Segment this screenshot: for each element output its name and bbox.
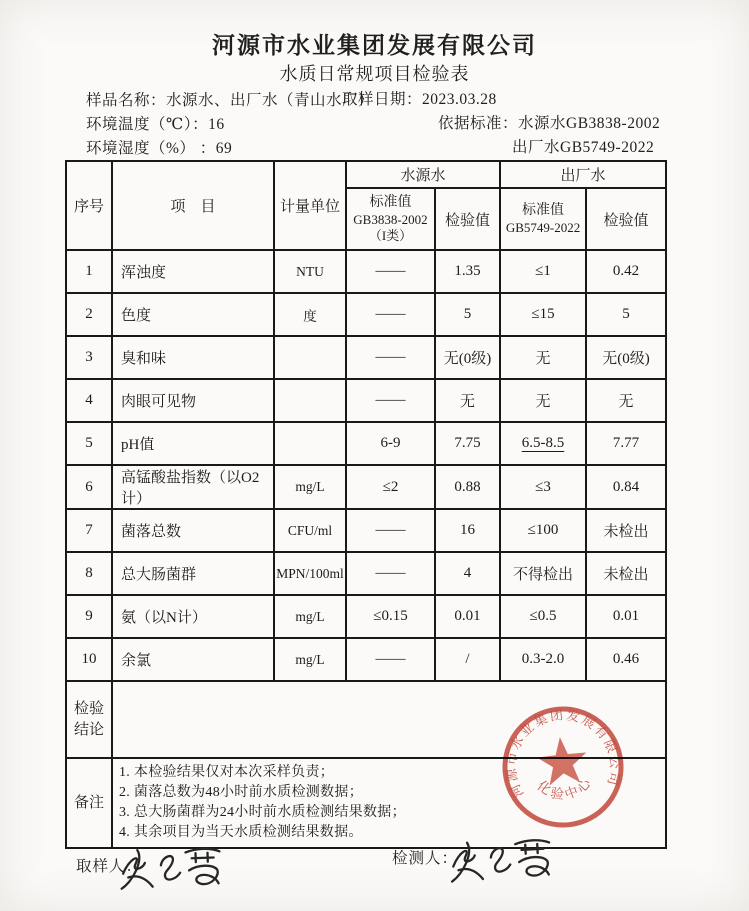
cell-source-standard: —— bbox=[346, 638, 435, 681]
table-row bbox=[66, 465, 666, 509]
ambient-temperature: 环境温度（℃）：16 bbox=[86, 116, 225, 133]
header-outlet-standard bbox=[500, 188, 586, 250]
cell-no: 2 bbox=[66, 293, 112, 336]
header-no: 序号 bbox=[66, 161, 112, 250]
cell-source-value: 5 bbox=[435, 293, 500, 336]
table-row bbox=[66, 336, 666, 379]
cell-outlet-value: 未检出 bbox=[586, 552, 666, 595]
svg-text:化验中心 bbox=[533, 772, 597, 805]
sample-name: 样品名称：水源水、出厂水（青山水厂） bbox=[86, 92, 375, 109]
cell-outlet-standard: ≤0.5 bbox=[500, 595, 586, 638]
cell-source-value: 1.35 bbox=[435, 250, 500, 293]
cell-outlet-standard: 0.3-2.0 bbox=[500, 638, 586, 681]
cell-outlet-value: 0.84 bbox=[586, 465, 666, 509]
header-item: 项 目 bbox=[112, 161, 274, 250]
remark-label: 备注 bbox=[66, 758, 112, 848]
cell-source-value: 16 bbox=[435, 509, 500, 552]
cell-source-value: 0.88 bbox=[435, 465, 500, 509]
remark-line-1: 1. 本检验结果仅对本次采样负责； bbox=[119, 765, 335, 780]
outlet-standard-line1: 标准值 bbox=[522, 203, 565, 219]
header-group-source: 水源水 bbox=[346, 161, 500, 188]
cell-source-value: 0.01 bbox=[435, 595, 500, 638]
cell-no: 1 bbox=[66, 250, 112, 293]
cell-no: 8 bbox=[66, 552, 112, 595]
cell-outlet-standard: ≤100 bbox=[500, 509, 586, 552]
table-row bbox=[66, 379, 666, 422]
source-standard-line2: GB3838-2002 bbox=[353, 211, 428, 227]
table-row bbox=[66, 509, 666, 552]
table-row bbox=[66, 552, 666, 595]
cell-outlet-value: 无(0级) bbox=[586, 336, 666, 379]
tester-label: 检测人： bbox=[392, 850, 459, 867]
cell-item: 氨（以N计） bbox=[112, 595, 274, 638]
cell-outlet-standard: 不得检出 bbox=[500, 552, 586, 595]
conclusion-label bbox=[66, 681, 112, 758]
cell-no: 5 bbox=[66, 422, 112, 465]
cell-item: 肉眼可见物 bbox=[112, 379, 274, 422]
sampler-label: 取样人： bbox=[76, 858, 143, 875]
header-source-standard bbox=[346, 188, 435, 250]
cell-source-standard: ≤0.15 bbox=[346, 595, 435, 638]
cell-no: 9 bbox=[66, 595, 112, 638]
cell-source-standard: —— bbox=[346, 336, 435, 379]
company-title: 河源市水业集团发展有限公司 bbox=[212, 33, 537, 58]
cell-outlet-standard: ≤1 bbox=[500, 250, 586, 293]
table-row bbox=[66, 638, 666, 681]
header-source-value: 检验值 bbox=[435, 188, 500, 250]
tester-signature bbox=[445, 831, 558, 889]
cell-outlet-value: 0.46 bbox=[586, 638, 666, 681]
cell-unit: CFU/ml bbox=[274, 509, 346, 552]
cell-unit: mg/L bbox=[274, 638, 346, 681]
cell-no: 7 bbox=[66, 509, 112, 552]
cell-outlet-value: 0.42 bbox=[586, 250, 666, 293]
cell-no: 6 bbox=[66, 465, 112, 509]
cell-outlet-standard: 无 bbox=[500, 379, 586, 422]
cell-outlet-standard: 6.5-8.5 bbox=[500, 422, 586, 465]
remark-line-2: 2. 菌落总数为48小时前水质检测数据； bbox=[119, 785, 363, 800]
standard-basis-outlet: 出厂水GB5749-2022 bbox=[512, 139, 655, 156]
table-row bbox=[66, 422, 666, 465]
sampling-date: 取样日期：2023.03.28 bbox=[342, 91, 497, 108]
source-standard-line1: 标准值 bbox=[369, 195, 412, 210]
cell-unit bbox=[274, 379, 346, 422]
cell-no: 4 bbox=[66, 379, 112, 422]
cell-source-value: 无 bbox=[435, 379, 500, 422]
cell-source-value: / bbox=[435, 638, 500, 681]
cell-no: 3 bbox=[66, 336, 112, 379]
ambient-humidity: 环境湿度（%） ：69 bbox=[86, 140, 233, 157]
cell-unit: 度 bbox=[274, 293, 346, 336]
cell-unit bbox=[274, 336, 346, 379]
cell-outlet-standard: ≤15 bbox=[500, 293, 586, 336]
cell-source-standard: —— bbox=[346, 250, 435, 293]
cell-outlet-value: 未检出 bbox=[586, 509, 666, 552]
cell-item: 臭和味 bbox=[112, 336, 274, 379]
source-standard-line3: （I类） bbox=[368, 227, 413, 243]
cell-outlet-value: 5 bbox=[586, 293, 666, 336]
remark-line-3: 3. 总大肠菌群为24小时前水质检测结果数据； bbox=[119, 805, 406, 820]
cell-outlet-value: 0.01 bbox=[586, 595, 666, 638]
cell-source-standard: ≤2 bbox=[346, 465, 435, 509]
cell-source-value: 7.75 bbox=[435, 422, 500, 465]
header-outlet-value: 检验值 bbox=[586, 188, 666, 250]
conclusion-label-line1: 检验 bbox=[73, 701, 104, 718]
table-row bbox=[66, 250, 666, 293]
cell-item: 余氯 bbox=[112, 638, 274, 681]
cell-source-standard: —— bbox=[346, 379, 435, 422]
cell-unit bbox=[274, 422, 346, 465]
cell-outlet-value: 7.77 bbox=[586, 422, 666, 465]
remark-line-4: 4. 其余项目为当天水质检测结果数据。 bbox=[119, 825, 363, 840]
cell-item: 浑浊度 bbox=[112, 250, 274, 293]
seal-center-text: 化验中心 bbox=[534, 773, 596, 803]
table-row bbox=[66, 293, 666, 336]
sampler-signature bbox=[115, 840, 227, 896]
report-title: 水质日常规项目检验表 bbox=[279, 64, 470, 84]
cell-unit: mg/L bbox=[274, 465, 346, 509]
cell-source-standard: —— bbox=[346, 552, 435, 595]
seal-ring-text: 河源市水业集团发展有限公司 bbox=[503, 707, 623, 801]
cell-source-value: 无(0级) bbox=[435, 336, 500, 379]
cell-source-value: 4 bbox=[435, 552, 500, 595]
cell-unit: mg/L bbox=[274, 595, 346, 638]
cell-source-standard: —— bbox=[346, 509, 435, 552]
conclusion-label-line2: 结论 bbox=[73, 721, 104, 738]
cell-unit: MPN/100ml bbox=[274, 552, 346, 595]
cell-source-standard: —— bbox=[346, 293, 435, 336]
cell-no: 10 bbox=[66, 638, 112, 681]
cell-outlet-value: 无 bbox=[586, 379, 666, 422]
table-row bbox=[66, 595, 666, 638]
header-unit: 计量单位 bbox=[274, 161, 346, 250]
cell-item: pH值 bbox=[112, 422, 274, 465]
company-seal bbox=[492, 696, 634, 838]
standard-basis-source: 依据标准：水源水GB3838-2002 bbox=[438, 115, 661, 132]
cell-item: 菌落总数 bbox=[112, 509, 274, 552]
cell-source-standard: 6-9 bbox=[346, 422, 435, 465]
cell-item: 色度 bbox=[112, 293, 274, 336]
cell-item: 总大肠菌群 bbox=[112, 552, 274, 595]
cell-outlet-standard: ≤3 bbox=[500, 465, 586, 509]
cell-outlet-standard: 无 bbox=[500, 336, 586, 379]
outlet-standard-line2: GB5749-2022 bbox=[505, 219, 581, 235]
header-group-outlet: 出厂水 bbox=[500, 161, 666, 188]
cell-item: 高锰酸盐指数（以O2计） bbox=[112, 465, 274, 509]
cell-unit: NTU bbox=[274, 250, 346, 293]
